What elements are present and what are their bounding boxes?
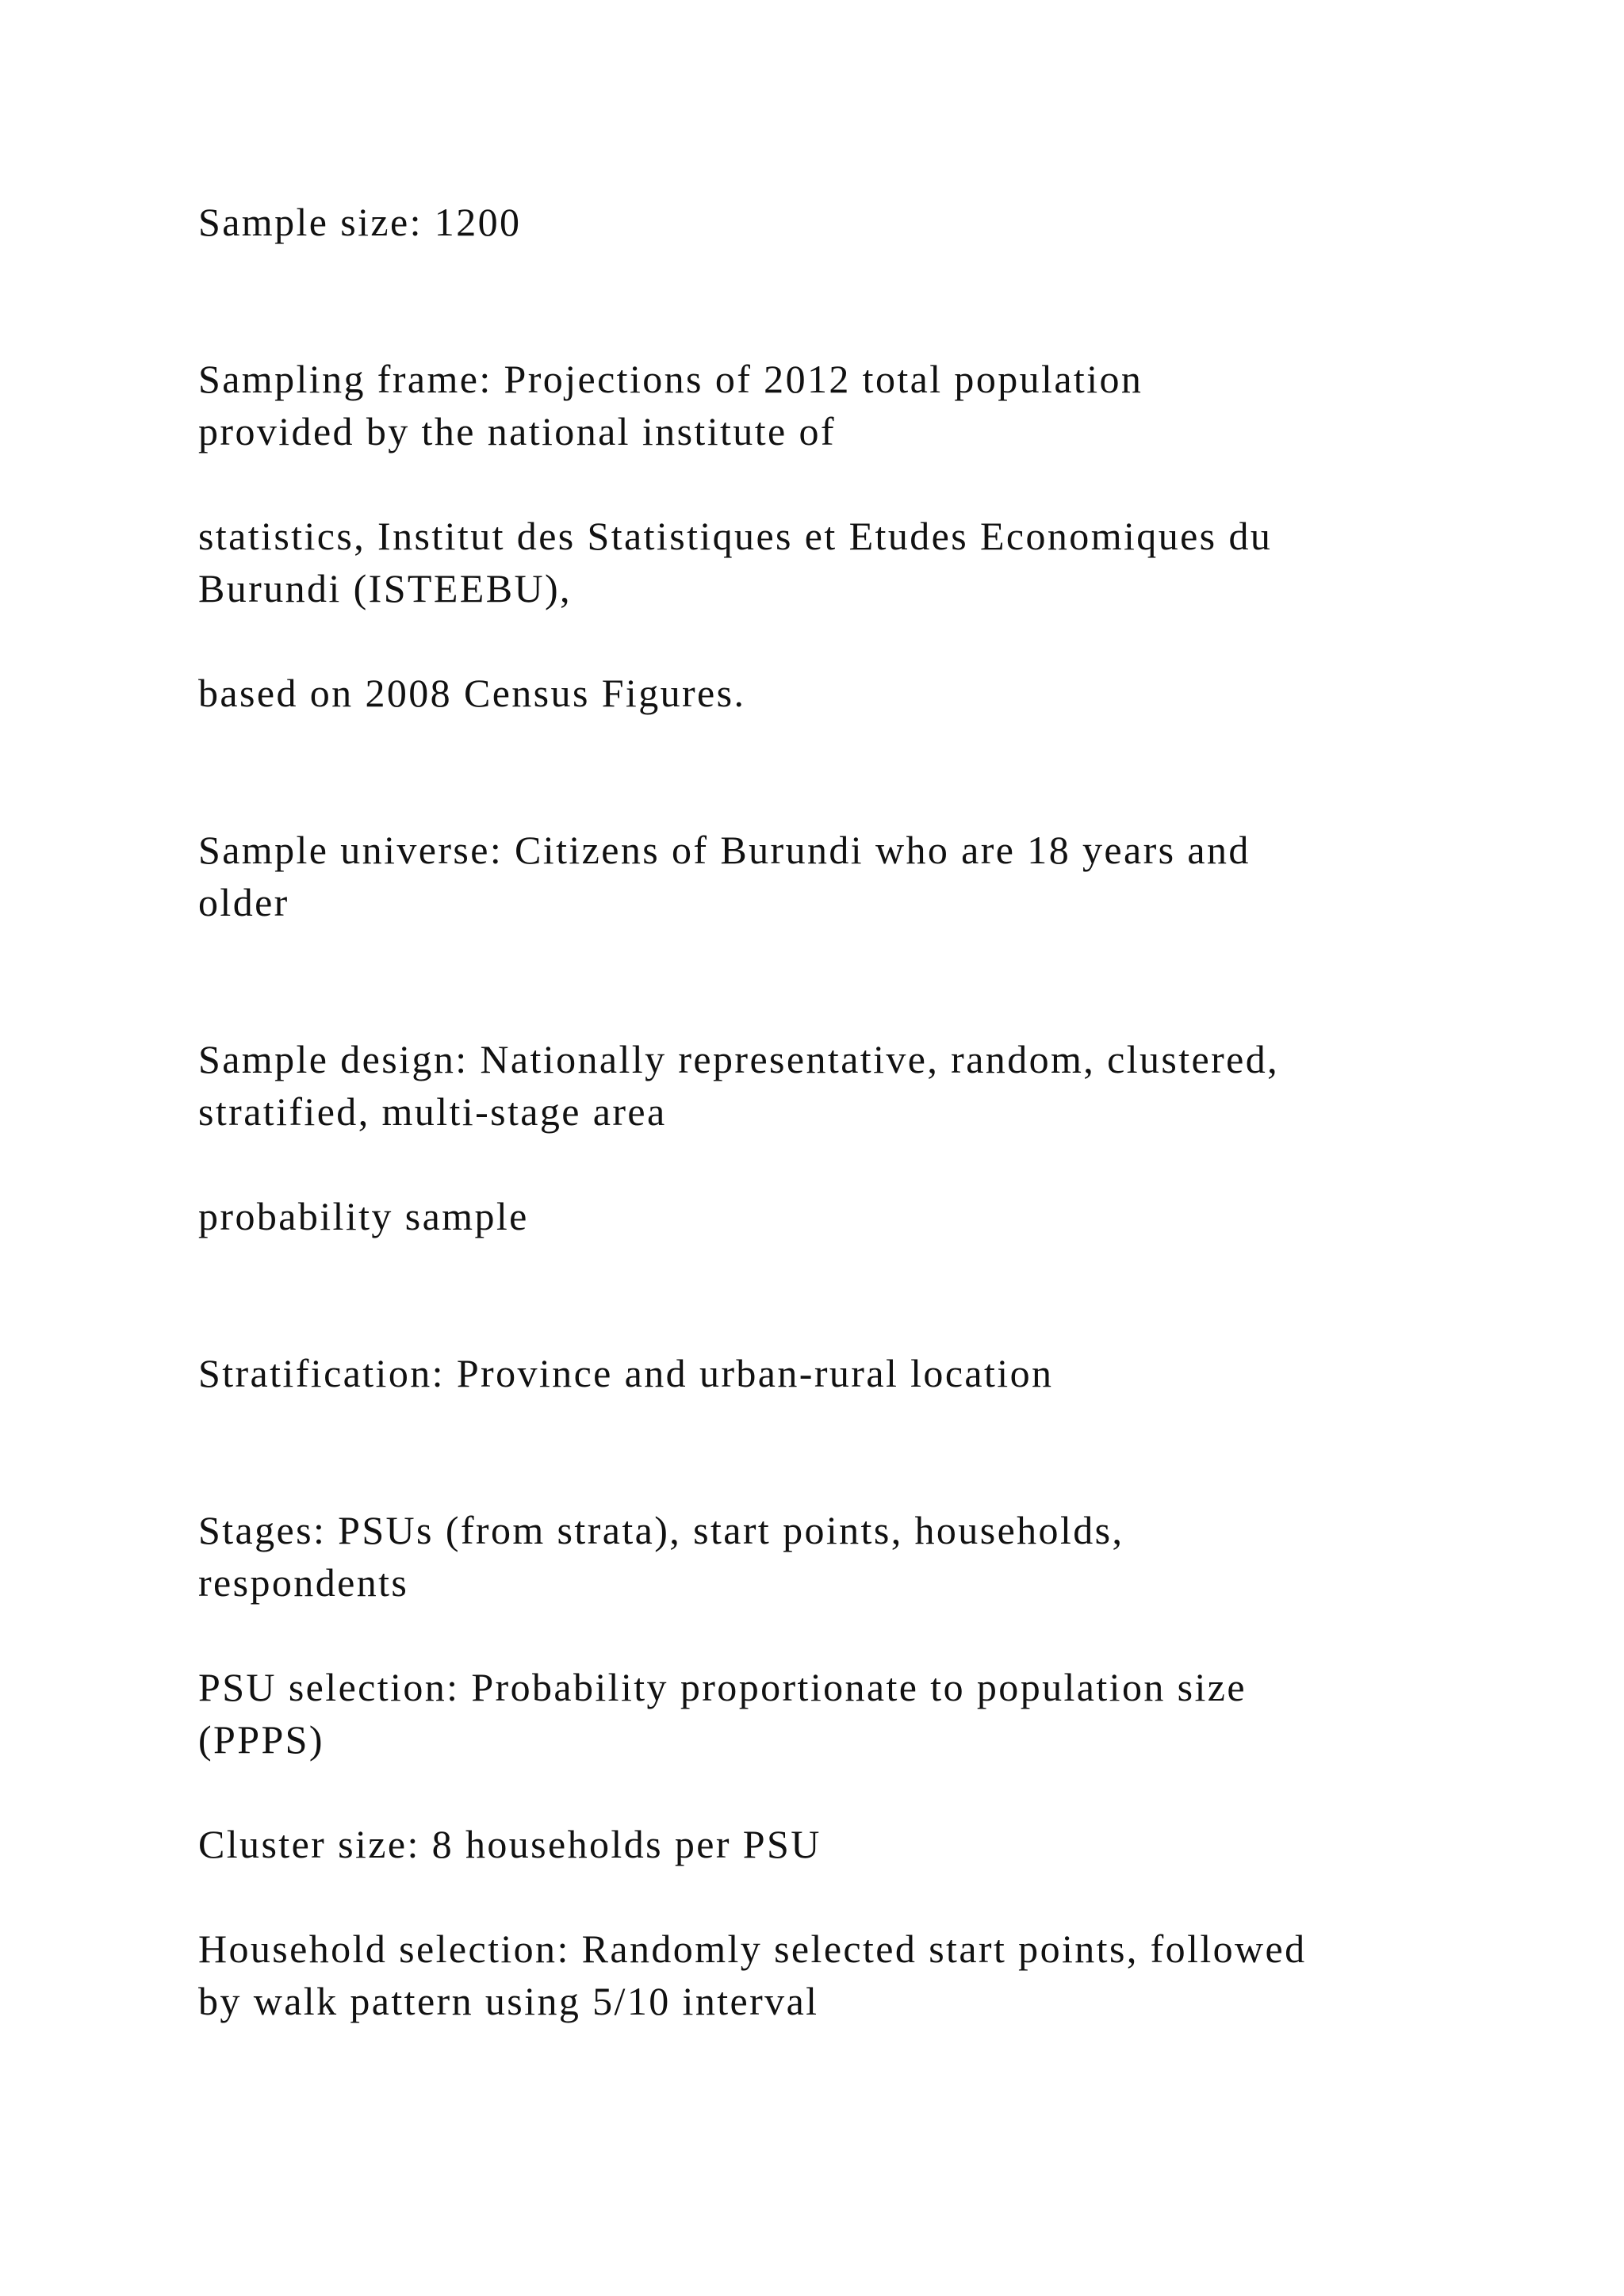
stages-line-1: Stages: PSUs (from strata), start points, households, xyxy=(198,1508,1124,1552)
sample-universe-line-2: older xyxy=(198,880,289,924)
stages-line-2: respondents xyxy=(198,1560,409,1605)
sample-size-line: Sample size: 1200 xyxy=(198,200,522,244)
psu-selection-line-2: (PPPS) xyxy=(198,1717,324,1762)
household-selection-line-1: Household selection: Randomly selected start points, followed xyxy=(198,1927,1307,1971)
sampling-frame-line-5: based on 2008 Census Figures. xyxy=(198,671,746,715)
sampling-frame-line-4: Burundi (ISTEEBU), xyxy=(198,566,572,610)
sampling-frame-line-3: statistics, Institut des Statistiques et Etudes Economiques du xyxy=(198,514,1273,558)
psu-selection-line-1: PSU selection: Probability proportionate to population size xyxy=(198,1665,1247,1709)
sample-universe-line-1: Sample universe: Citizens of Burundi who are 18 years and xyxy=(198,828,1251,872)
sample-design-line-1: Sample design: Nationally representative, random, clustered, xyxy=(198,1037,1280,1081)
sampling-frame-line-1: Sampling frame: Projections of 2012 total population xyxy=(198,357,1143,401)
stratification-line: Stratification: Province and urban-rural location xyxy=(198,1351,1054,1395)
household-selection-line-2: by walk pattern using 5/10 interval xyxy=(198,1979,819,2023)
sample-design-line-3: probability sample xyxy=(198,1194,529,1238)
sampling-frame-line-2: provided by the national institute of xyxy=(198,409,836,453)
cluster-size-line: Cluster size: 8 households per PSU xyxy=(198,1822,822,1866)
sample-design-line-2: stratified, multi-stage area xyxy=(198,1089,667,1134)
